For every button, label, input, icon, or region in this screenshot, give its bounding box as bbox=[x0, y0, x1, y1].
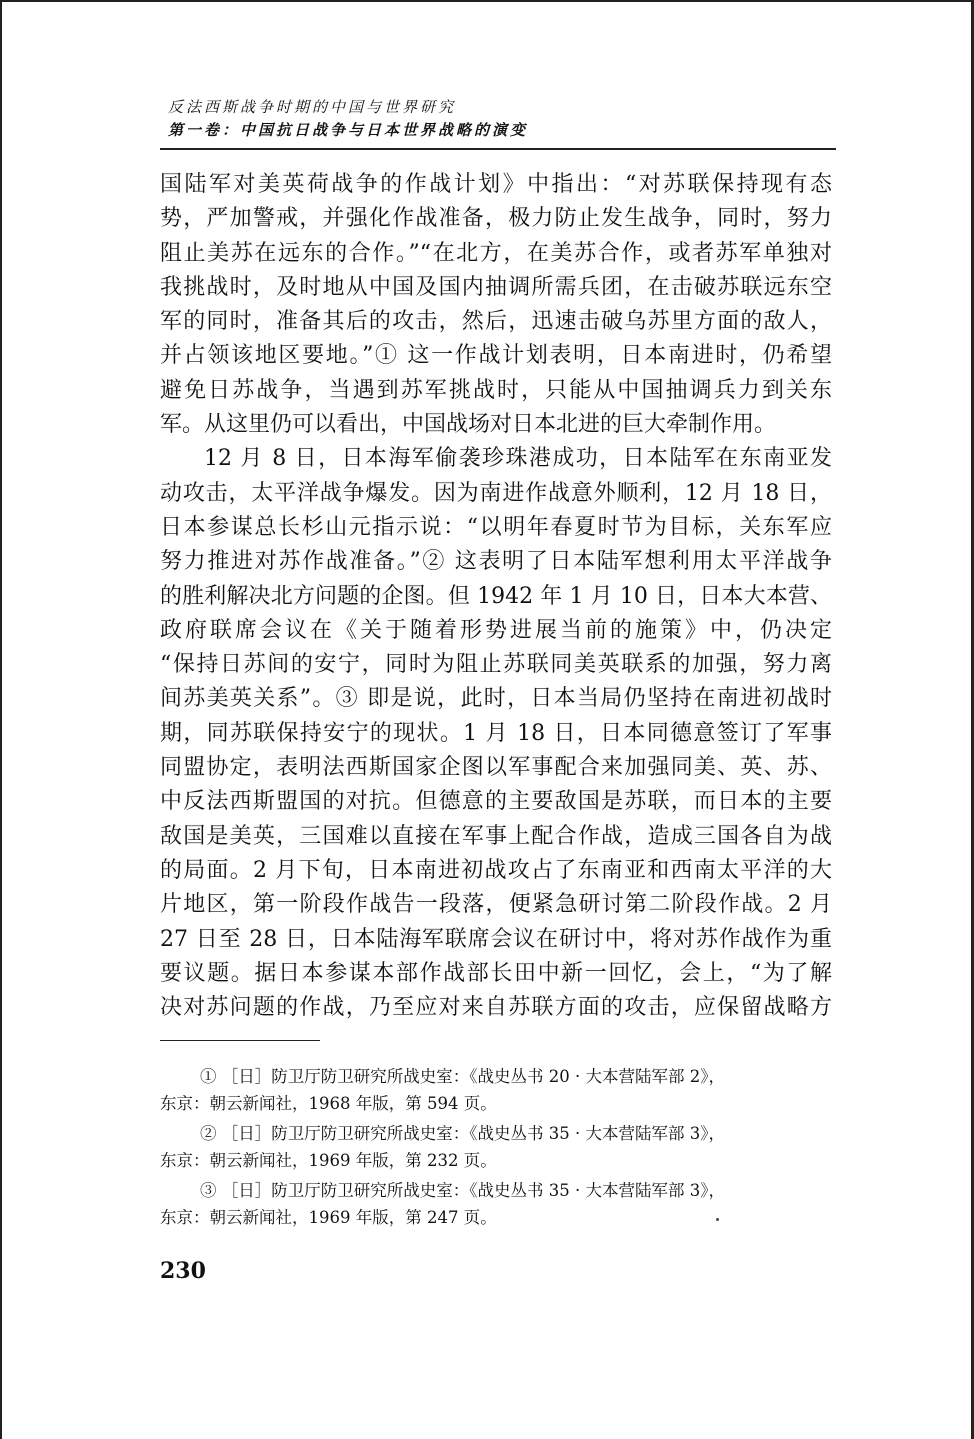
footnote-line: 东京：朝云新闻社，1968 年版，第 594 页。 bbox=[160, 1094, 497, 1113]
body-line: 中反法西斯盟国的对抗。但德意的主要敌国是苏联，而日本的主要 bbox=[160, 789, 832, 815]
footnote-line: ② ［日］防卫厅防卫研究所战史室：《战史丛书 35 · 大本营陆军部 3》， bbox=[200, 1124, 725, 1143]
footnote bbox=[160, 1063, 832, 1117]
footnote bbox=[160, 1177, 832, 1231]
footnote-line: ③ ［日］防卫厅防卫研究所战史室：《战史丛书 35 · 大本营陆军部 3》， bbox=[200, 1181, 725, 1200]
body-line: 间苏美英关系”。③ 即是说，此时，日本当局仍坚持在南进初战时 bbox=[160, 686, 832, 712]
running-header bbox=[168, 96, 838, 142]
body-line: 期，同苏联保持安宁的现状。1 月 18 日，日本同德意签订了军事 bbox=[160, 720, 832, 746]
body-line: 军。从这里仍可以看出，中国战场对日本北进的巨大牵制作用。 bbox=[160, 412, 777, 438]
body-line: 并占领该地区要地。”① 这一作战计划表明，日本南进时，仍希望 bbox=[160, 343, 832, 369]
body-line: 要议题。据日本参谋本部作战部长田中新一回忆，会上，“为了解 bbox=[160, 960, 832, 986]
scan-border-left bbox=[0, 0, 2, 1439]
body-line: 国陆军对美英荷战争的作战计划》中指出：“对苏联保持现有态 bbox=[160, 172, 832, 197]
footnote-rule bbox=[160, 1040, 320, 1041]
page-number: 230 bbox=[160, 1258, 206, 1284]
body-line: 动攻击，太平洋战争爆发。因为南进作战意外顺利，12 月 18 日， bbox=[160, 480, 832, 506]
body-line: 军的同时，准备其后的攻击，然后，迅速击破乌苏里方面的敌人， bbox=[160, 309, 832, 335]
footnote-line: ① ［日］防卫厅防卫研究所战史室：《战史丛书 20 · 大本营陆军部 2》， bbox=[200, 1067, 725, 1086]
body-line: 势，严加警戒，并强化作战准备，极力防止发生战争，同时，努力 bbox=[160, 206, 832, 232]
body-line: 27 日至 28 日，日本陆海军联席会议在研讨中，将对苏作战作为重 bbox=[160, 926, 832, 952]
scan-speck bbox=[716, 1218, 719, 1221]
body-line: 阻止美苏在远东的合作。”“在北方，在美苏合作，或者苏军单独对 bbox=[160, 240, 832, 266]
body-line: 片地区，第一阶段作战告一段落，便紧急研讨第二阶段作战。2 月 bbox=[160, 892, 832, 918]
body-line: 敌国是美英，三国难以直接在军事上配合作战，造成三国各自为战 bbox=[160, 823, 832, 849]
body-line: 政府联席会议在《关于随着形势进展当前的施策》中，仍决定 bbox=[160, 617, 832, 643]
body-line: 12 月 8 日，日本海军偷袭珍珠港成功，日本陆军在东南亚发 bbox=[204, 446, 832, 472]
body-line: 避免日苏战争，当遇到苏军挑战时，只能从中国抽调兵力到关东 bbox=[160, 377, 832, 403]
footnotes bbox=[160, 1063, 832, 1234]
volume-title: 第一卷：中国抗日战争与日本世界战略的演变 bbox=[168, 121, 529, 139]
body-line: 决对苏问题的作战，乃至应对来自苏联方面的攻击，应保留战略方 bbox=[160, 995, 832, 1021]
footnote bbox=[160, 1120, 832, 1174]
body-line: 的胜利解决北方问题的企图。但 1942 年 1 月 10 日，日本大本营、 bbox=[160, 583, 832, 609]
series-title: 反法西斯战争时期的中国与世界研究 bbox=[168, 98, 457, 116]
footnote-line: 东京：朝云新闻社，1969 年版，第 247 页。 bbox=[160, 1208, 497, 1227]
footnote-line: 东京：朝云新闻社，1969 年版，第 232 页。 bbox=[160, 1151, 497, 1170]
body-line: “保持日苏间的安宁，同时为阻止苏联同美英联系的加强，努力离 bbox=[160, 652, 832, 678]
body-line: 我挑战时，及时地从中国及国内抽调所需兵团，在击破苏联远东空 bbox=[160, 274, 832, 300]
body-line: 日本参谋总长杉山元指示说：“以明年春夏时节为目标，关东军应 bbox=[160, 514, 832, 540]
scan-border-top bbox=[0, 0, 974, 2]
body-line: 同盟协定，表明法西斯国家企图以军事配合来加强同美、英、苏、 bbox=[160, 755, 832, 781]
body-line: 努力推进对苏作战准备。”② 这表明了日本陆军想利用太平洋战争 bbox=[160, 549, 832, 575]
body-text bbox=[160, 168, 832, 1025]
body-line: 的局面。2 月下旬，日本南进初战攻占了东南亚和西南太平洋的大 bbox=[160, 857, 832, 883]
header-rule bbox=[160, 148, 836, 150]
